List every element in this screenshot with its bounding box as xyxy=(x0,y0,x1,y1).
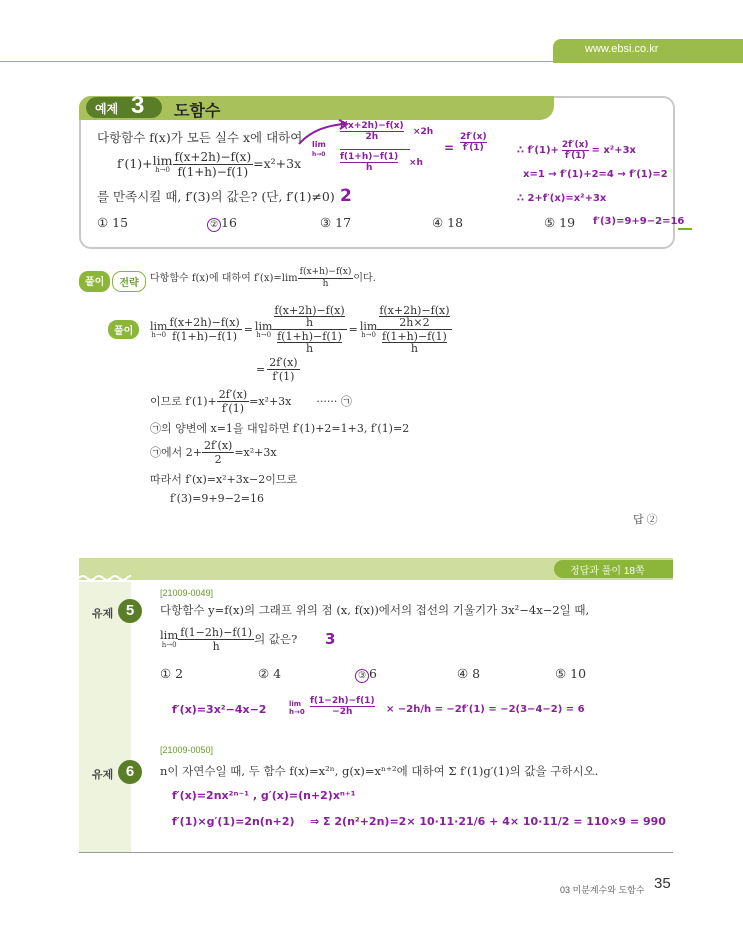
s-line3-frac xyxy=(217,389,249,414)
hand-lim: lim h→0 xyxy=(312,140,326,158)
s-eq2-num: 2f′(x) xyxy=(269,356,298,369)
hand-r1-d: = x²+3x xyxy=(591,145,636,156)
hand-ex-answer: 2 xyxy=(340,186,352,206)
p5-tail: 의 값은? xyxy=(254,631,298,646)
s-line5-b: =x²+3x xyxy=(234,446,277,459)
s-c-mul: ×2 xyxy=(413,316,430,329)
hand-r1-num: 2f′(x) xyxy=(561,140,589,150)
s-c-num2: 2h xyxy=(399,316,414,329)
hand-p5-frac xyxy=(310,696,375,717)
lim-word: lim xyxy=(152,152,173,168)
example-word: 예제 xyxy=(95,102,119,116)
hand-frac-top xyxy=(340,121,404,142)
s-frac-a xyxy=(167,317,241,342)
example-line1: 다항함수 f(x)가 모든 실수 x에 대하여 xyxy=(97,130,303,145)
page-number: 35 xyxy=(654,875,671,892)
strategy-end: 이다. xyxy=(353,272,376,284)
practice-sidebar xyxy=(79,582,131,852)
s-line3-num: 2f′(x) xyxy=(218,388,248,401)
p5-choice-5[interactable]: ⑤ 10 xyxy=(555,666,587,681)
s-line3-den: f′(1) xyxy=(221,402,244,415)
hand-p5-answer: 3 xyxy=(325,630,336,648)
solution-label: 풀이 xyxy=(108,320,139,339)
hand-r3: ∴ 2+f′(x)=x²+3x xyxy=(517,193,607,204)
p5-lim xyxy=(160,630,178,649)
s-lim2: lim h→0 xyxy=(254,319,273,339)
hand-r1 xyxy=(517,140,636,161)
hand-p5-work3: × −2h/h = −2f′(1) = −2(3−4−2) = 6 xyxy=(386,704,585,715)
p5-choice-4[interactable]: ④ 8 xyxy=(457,666,481,681)
practice-bottom-rule xyxy=(79,852,673,853)
s-eq2-frac xyxy=(267,357,299,382)
s-line5-a: ㉠에서 2+ xyxy=(150,446,202,459)
hand-underline xyxy=(678,228,692,230)
hand-frac-bot-den: h xyxy=(365,163,373,173)
s-line5-num: 2f′(x) xyxy=(203,439,233,452)
hand-p6-work2: f′(1)×g′(1)=2n(n+2) xyxy=(172,815,295,828)
hand-frac-bot xyxy=(340,152,398,173)
s-line3-tag: ······ ㉠ xyxy=(316,395,352,408)
p6-text: n이 자연수일 때, 두 함수 f(x)=x²ⁿ, g(x)=xⁿ⁺²에 대하여 Σ f′(1)g′(1)의 값을 구하시오. xyxy=(160,764,599,778)
strategy-den: h xyxy=(322,279,329,289)
footer-chapter: 03 미분계수와 도함수 xyxy=(560,885,645,895)
p5-expression xyxy=(160,627,297,652)
s-eq2-den: f′(1) xyxy=(272,370,295,383)
hand-p5-den: −2h xyxy=(332,707,353,717)
s-lim1: lim h→0 xyxy=(150,319,168,339)
solution-strategy-label xyxy=(79,271,146,292)
example-title: 도함수 xyxy=(174,103,221,120)
s-b-den1: f(1+h)−f(1) xyxy=(277,330,342,343)
hand-p6-work3: ⇒ Σ 2(n²+2n)=2× 10·11·21/6 + 4× 10·11/2 = 110×9 = 990 xyxy=(310,815,666,828)
p5-lim-sub: h→0 xyxy=(161,640,177,649)
s-frac-c xyxy=(377,305,451,354)
hand-r2: x=1 → f′(1)+2=4 → f′(1)=2 xyxy=(523,169,668,180)
s-a-num: f(x+2h)−f(x) xyxy=(169,316,240,329)
s-line5-den: 2 xyxy=(214,453,222,466)
eq-den: f(1+h)−f(1) xyxy=(177,165,249,179)
ex-choice-4[interactable]: ④ 18 xyxy=(432,215,464,230)
example-number: 3 xyxy=(131,92,145,119)
p5-number: 5 xyxy=(118,599,142,623)
pill-strategy: 전략 xyxy=(112,271,145,292)
s-b-num1: f(x+2h)−f(x) xyxy=(274,304,345,317)
p6-label: 유제 xyxy=(92,769,114,781)
hand-r1-a: ∴ f′(1)+ xyxy=(517,145,559,156)
strategy-frac xyxy=(298,268,354,289)
p5-label: 유제 xyxy=(92,608,114,620)
s-line3-b: =x²+3x xyxy=(249,395,292,408)
header-rule xyxy=(0,61,560,62)
solution-line7: f′(3)=9+9−2=16 xyxy=(170,492,265,505)
eq-lhs: f′(1)+ xyxy=(117,156,153,172)
hand-mult2: ×h xyxy=(409,158,423,168)
s-b-den2: h xyxy=(305,342,314,355)
wave-decoration xyxy=(79,574,131,582)
p5-den: h xyxy=(212,640,220,653)
hand-result-frac xyxy=(460,132,487,153)
ex-choice-2[interactable] xyxy=(207,217,237,232)
hand-p5-work1: f′(x)=3x²−4x−2 xyxy=(172,703,267,716)
p6-number: 6 xyxy=(118,760,142,784)
hand-equals: = xyxy=(444,141,455,155)
pill-solution: 풀이 xyxy=(79,271,110,292)
s-a-den: f(1+h)−f(1) xyxy=(172,330,237,343)
site-url[interactable]: www.ebsi.co.kr xyxy=(585,43,659,55)
hand-p5-num: f(1−2h)−f(1) xyxy=(310,696,375,706)
s-c-den1: f(1+h)−f(1) xyxy=(382,330,447,343)
ex-choice-3[interactable]: ③ 17 xyxy=(320,215,352,230)
circled-choice-mark: ② xyxy=(207,218,221,232)
ex-choice-2-text: 16 xyxy=(221,215,237,230)
hand-r1-frac xyxy=(562,140,589,161)
p6-code: [21009-0050] xyxy=(160,745,214,755)
lim-sub: h→0 xyxy=(155,166,170,175)
strategy-num: f(x+h)−f(x) xyxy=(299,267,352,277)
p5-num: f(1−2h)−f(1) xyxy=(180,626,253,639)
solution-line1: lim h→0 $\frac{f(x+2h)-f(x)}{f(1+h)-f(1)}$ = lim h→0 f(x+2h)−f(x) h f(1+h)−f(1) h = lim h→0 f(x+2h)−f(x) 2h×2 f(1+h)−f(1) h xyxy=(150,304,450,355)
solution-line2: = $\frac{2f'(x)}{f'(1)}$ xyxy=(256,356,298,383)
solution-line3 xyxy=(150,389,352,414)
s-c-num1: f(x+2h)−f(x) xyxy=(379,304,450,317)
hand-frac-top-num: f(x+2h)−f(x) xyxy=(340,121,404,131)
s-c-den2: h xyxy=(410,342,418,355)
hand-p6-work1: f′(x)=2nx²ⁿ⁻¹ , g′(x)=(n+2)xⁿ⁺¹ xyxy=(172,789,356,802)
hand-r4: f′(3)=9+9−2=16 xyxy=(593,216,685,227)
ex-choice-1[interactable]: ① 15 xyxy=(97,215,129,230)
s-line5-frac xyxy=(202,440,234,465)
solution-line5 xyxy=(150,440,277,465)
hand-main-bar xyxy=(340,149,410,150)
eq-rhs: =x²+3x xyxy=(253,156,302,172)
p5-lim-word: lim xyxy=(160,628,179,643)
p5-choice-1[interactable]: ① 2 xyxy=(160,666,184,681)
hand-frac-top-den: 2h xyxy=(365,132,379,142)
p5-frac xyxy=(178,627,254,652)
p5-text: 다항함수 y=f(x)의 그래프 위의 점 (x, f(x))에서의 접선의 기울기가 3x²−4x−2일 때, xyxy=(160,603,590,617)
s-line3-a: 이므로 f′(1)+ xyxy=(150,395,217,408)
s-b-num2: h xyxy=(305,316,314,329)
p5-circled-mark: ③ xyxy=(355,669,369,683)
answer-ref-text[interactable]: 정답과 풀이 18쪽 xyxy=(570,566,645,577)
answer-note: 답 ② xyxy=(633,514,658,526)
eq-num: f(x+2h)−f(x) xyxy=(174,150,252,164)
hand-p5-lim: lim h→0 xyxy=(289,700,305,716)
p5-code: [21009-0049] xyxy=(160,588,214,598)
p5-choice-3-text: 6 xyxy=(369,666,377,681)
strategy-line xyxy=(150,268,376,289)
solution-line4: ㉠의 양변에 x=1을 대입하면 f′(1)+2=1+3, f′(1)=2 xyxy=(150,422,410,435)
strategy-text: 다항함수 f(x)에 대하여 f′(x)=lim xyxy=(150,272,298,284)
p5-choice-2[interactable]: ② 4 xyxy=(258,666,282,681)
hand-frac-bot-num: f(1+h)−f(1) xyxy=(340,152,399,162)
hand-mult: ×2h xyxy=(413,127,434,137)
s-frac-b xyxy=(272,305,346,354)
example-line3: 를 만족시킬 때, f′(3)의 값은? (단, f′(1)≠0) xyxy=(97,189,335,204)
eq-lim xyxy=(152,152,173,175)
p5-choice-3[interactable] xyxy=(355,668,377,683)
hand-result-den: f′(1) xyxy=(462,143,484,153)
hand-r1-den: f′(1) xyxy=(564,151,586,161)
eq-fraction xyxy=(173,151,254,178)
example-equation xyxy=(117,151,301,178)
ex-choice-5[interactable]: ⑤ 19 xyxy=(544,215,576,230)
solution-line6: 따라서 f′(x)=x²+3x−2이므로 xyxy=(150,473,298,486)
hand-result-num: 2f′(x) xyxy=(460,132,487,142)
s-lim3: lim h→0 xyxy=(359,319,378,339)
